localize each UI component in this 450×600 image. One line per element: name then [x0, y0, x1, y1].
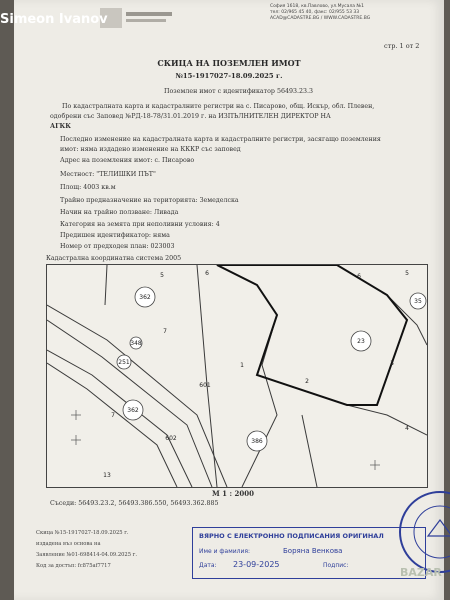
map-label: 602 — [165, 435, 177, 442]
document-title: СКИЦА НА ПОЗЕМЛЕН ИМОТ — [157, 58, 301, 68]
parcel-boundary — [105, 265, 107, 305]
cadastral-line: По кадастралната карта и кадастралните регистри на с. Писарово, общ. Искър, обл. Плевен, — [62, 103, 375, 110]
map-drawing — [47, 265, 427, 487]
map-scale: М 1 : 2000 — [212, 489, 254, 498]
map-label: 1 — [240, 362, 244, 369]
locality-field: Местност: "ТЕЛИШКИ ПЪТ" — [60, 171, 156, 178]
uploader-watermark: Simeon Ivanov — [0, 12, 108, 27]
map-label: 348 — [130, 340, 142, 347]
map-label: 13 — [103, 472, 111, 479]
stamp-date-value: 23-09-2025 — [233, 560, 280, 569]
map-label: 251 — [118, 359, 130, 366]
stamp-date-label: Дата: — [199, 562, 217, 569]
map-label: 4 — [405, 425, 409, 432]
map-label: 23 — [357, 338, 365, 345]
map-label: 6 — [205, 270, 209, 277]
document-number: №15-1917027-18.09.2025 г. — [175, 72, 283, 80]
map-label: 601 — [199, 382, 211, 389]
coordinate-system-label: Кадастрална координатна система 2005 — [46, 255, 182, 262]
footer-info — [36, 528, 137, 572]
map-label: 5 — [405, 270, 409, 277]
prev-plan-field: Номер от предходен план: 023003 — [60, 243, 175, 250]
footer-sketch-line: Скица №15-1917027-18.09.2025 г. — [36, 530, 129, 536]
document-paper — [14, 0, 444, 600]
certification-stamp — [192, 527, 426, 579]
parcel-boundary — [302, 415, 317, 487]
stamp-name-value: Боряна Венкова — [283, 547, 343, 555]
address-line: ACAD@CADASTRE.BG / WWW.CADASTRE.BG — [270, 16, 371, 21]
footer-issued-line: издадена въз основа на — [36, 541, 101, 547]
address-line: тел: 02/965 45 40, факс: 02/955 53 33 — [270, 10, 360, 15]
purpose-field: Трайно предназначение на територията: Земеделска — [60, 197, 239, 204]
map-label: 362 — [127, 407, 139, 414]
page-indicator: стр. 1 от 2 — [384, 42, 420, 50]
approved-line: одобрени със Заповед №РД-18-78/31.01.2019 г. на ИЗПЪЛНИТЕЛЕН ДИРЕКТОР НА — [50, 113, 331, 120]
address-line: София 1618, кв.Павлово, ул.Мусала №1 — [270, 4, 364, 9]
map-label: 6 — [357, 273, 361, 280]
map-label: 386 — [251, 438, 263, 445]
map-label: 35 — [414, 298, 422, 305]
map-label: 7 — [163, 328, 167, 335]
agency-line: АГКК — [50, 123, 71, 130]
header-address — [270, 4, 370, 22]
map-label: 5 — [160, 272, 164, 279]
address-field: Адрес на поземления имот: с. Писарово — [60, 157, 195, 164]
identifier-line: Поземлен имот с идентификатор 56493.23.3 — [164, 88, 314, 95]
map-label: 362 — [139, 294, 151, 301]
parcel-boundary — [217, 265, 277, 487]
neighbors-line: Съседи: 56493.23.2, 56493.386.550, 56493.362.885 — [50, 500, 219, 507]
cadastral-map — [46, 264, 428, 488]
footer-code-line: Код за достъп: fc875af7717 — [36, 563, 111, 569]
last-change-line-2: имот: няма издадено изменение на КККР със заповед — [60, 146, 241, 153]
map-label: 2 — [305, 378, 309, 385]
map-label: 7 — [111, 412, 115, 419]
road-boundary — [47, 305, 227, 487]
prev-id-field: Предишен идентификатор: няма — [60, 232, 170, 239]
last-change-line: Последно изменение на кадастралната карта и кадастралните регистри, засягащо поземления — [60, 136, 381, 143]
agency-logo — [100, 4, 172, 32]
stamp-heading: ВЯРНО С ЕЛЕКТРОННО ПОДПИСАНИЯ ОРИГИНАЛ — [199, 532, 384, 540]
area-field: Площ: 4003 кв.м — [60, 184, 116, 191]
stamp-name-label: Име и фамилия: — [199, 548, 251, 555]
usage-field: Начин на трайно ползване: Ливада — [60, 209, 179, 216]
parcel-boundary — [197, 265, 217, 487]
bazar-logo: BAZAR — [400, 566, 442, 579]
map-label: 3 — [390, 360, 394, 367]
subject-parcel — [217, 265, 407, 405]
stamp-sign-label: Подпис: — [323, 562, 349, 569]
footer-request-line: Заявление №01-698414-04.09.2025 г. — [36, 552, 138, 558]
category-field: Категория на земята при неполивни условия: 4 — [60, 221, 220, 228]
